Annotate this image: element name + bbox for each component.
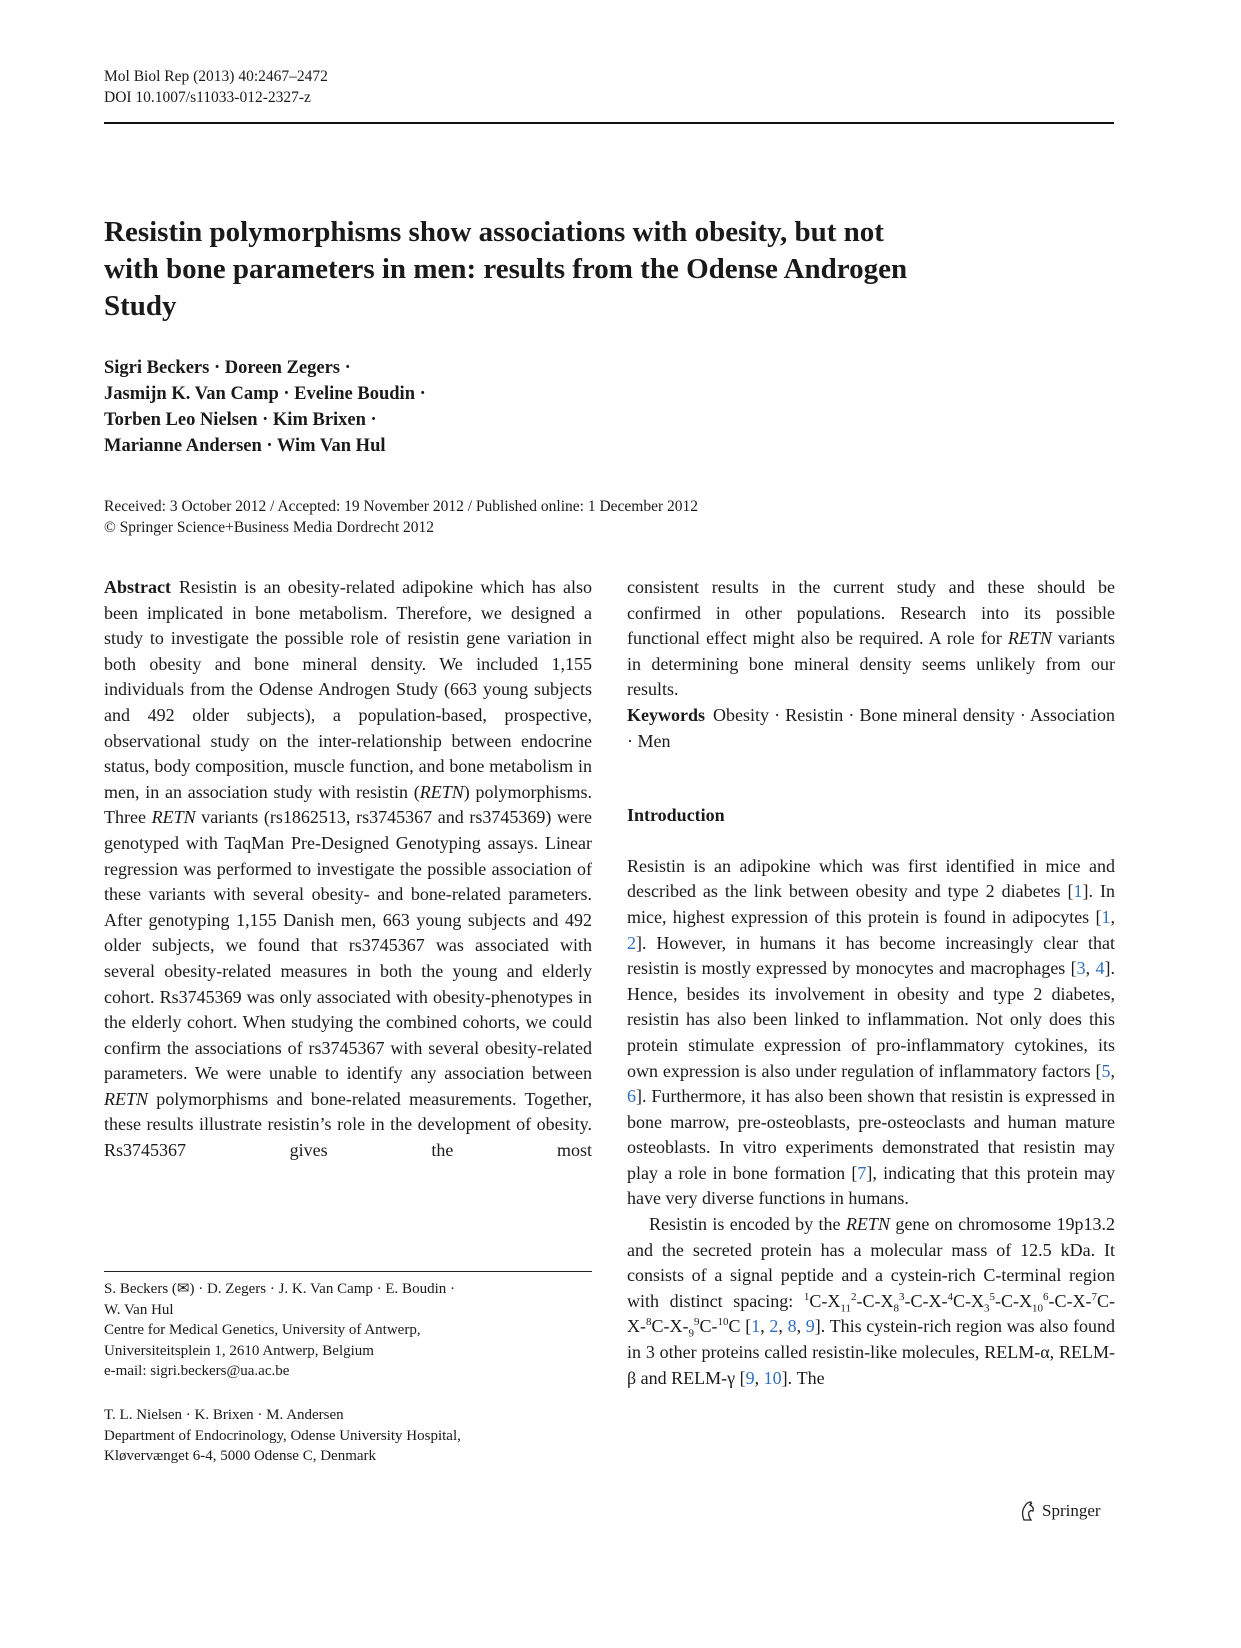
affiliation-footnote-1: S. Beckers (✉) · D. Zegers · J. K. Van Camp · E. Boudin · W. Van Hul Centre for Medical Genetics, University of Antwerp, Universiteitsplein 1, 2610 Antwerp, Belgium e-mail: sigri.beckers@ua.ac.be	[104, 1279, 592, 1382]
citation-link[interactable]: 6	[627, 1086, 636, 1107]
author-list	[104, 355, 426, 459]
cysteine-spacing-formula: $^1C-X_{11}^2-C-X_8^3-C-X-^4C-X_3^5-C-X_{10}^6-C-X-^7C-X-^8C-X-_9^9C-^{10}C$	[627, 1290, 1115, 1341]
abstract-label: Abstract	[104, 577, 171, 597]
citation-link[interactable]: 10	[763, 1367, 782, 1388]
citation-link[interactable]: 1	[751, 1316, 761, 1337]
gene-name: RETN	[151, 807, 196, 828]
citation-link[interactable]: 1	[1101, 906, 1111, 927]
citation-link[interactable]: 5	[1101, 1060, 1111, 1081]
author-line: Sigri Beckers · Doreen Zegers ·	[104, 358, 351, 378]
article-history	[104, 496, 698, 538]
footnote-rule	[104, 1271, 592, 1272]
abstract: Abstract Resistin is an obesity-related adipokine which has also been implicated in bone metabolism. Therefore, we designed a study to investigate the possible role of resistin gene variation in both obesity and bone mineral density. We included 1,155 individuals from the Odense Androgen Study (663 young subjects and 492 older subjects), a population-based, prospective, observational study on the inter-relationship between endocrine status, body composition, muscle function, and bone metabolism in men, in an association study with resistin (RETN) polymorphisms. Three RETN variants (rs1862513, rs3745367 and rs3745369) were genotyped with TaqMan Pre-Designed Genotyping assays. Linear regression was performed to investigate the possible association of these variants with several obesity- and bone-related parameters. After genotyping 1,155 Danish men, 663 young subjects and 492 older subjects, we found that rs3745367 was associated with several obesity-related measures in both the young and elderly cohort. Rs3745369 was only associated with obesity-phenotypes in the elderly cohort. When studying the combined cohorts, we could confirm the associations of rs3745367 with several obesity-related parameters. We were unable to identify any association between RETN polymorphisms and bone-related measurements. Together, these results illustrate resistin’s role in the development of obesity. Rs3745367 gives the most	[104, 577, 592, 1161]
journal-header	[104, 66, 328, 108]
citation-link[interactable]: 3	[1076, 958, 1086, 979]
author-line: Jasmijn K. Van Camp · Eveline Boudin ·	[104, 384, 426, 404]
citation-link[interactable]: 1	[1073, 881, 1083, 902]
publisher-name: Springer	[1042, 1501, 1101, 1520]
citation-link[interactable]: 9	[805, 1316, 815, 1337]
gene-name: RETN	[1007, 628, 1052, 649]
citation-link[interactable]: 8	[787, 1316, 797, 1337]
intro-paragraph-1: Resistin is an adipokine which was first identified in mice and described as the link between obesity and type 2 diabetes [1]. In mice, highest expression of this protein is found in adipocytes [1, 2]. However, in humans it has become increasingly clear that resistin is mostly expressed by monocytes and macrophages [3, 4]. Hence, besides its involvement in obesity and type 2 diabetes, resistin has also been linked to inflammation. Not only does this protein stimulate expression of pro-inflammatory cytokines, its own expression is also under regulation of inflammatory factors [5, 6]. Furthermore, it has also been shown that resistin is expressed in bone marrow, pre-osteoblasts, pre-osteoclasts and human mature osteoblasts. In vitro experiments demonstrated that resistin may play a role in bone formation [7], indicating that this protein may have very diverse functions in humans.	[627, 855, 1115, 1209]
abstract-continued: consistent results in the current study and these should be confirmed in other populations. Research into its possible functional effect might also be required. A role for RETN variants in determining bone mineral density seems unlikely from our results.	[627, 577, 1115, 700]
dates-line: Received: 3 October 2012 / Accepted: 19 November 2012 / Published online: 1 December 2012	[104, 498, 699, 515]
gene-name: RETN	[104, 1088, 149, 1109]
section-heading-introduction: Introduction	[627, 805, 725, 826]
journal-citation: Mol Biol Rep (2013) 40:2467–2472	[104, 68, 328, 85]
springer-horse-icon	[1018, 1500, 1038, 1522]
keywords-label: Keywords	[627, 704, 705, 725]
gene-name: RETN	[419, 781, 464, 802]
header-rule	[104, 122, 1114, 124]
right-column	[627, 575, 1115, 1391]
citation-link[interactable]: 7	[857, 1162, 867, 1183]
citation-link[interactable]: 2	[627, 932, 636, 953]
copyright-line: © Springer Science+Business Media Dordrecht 2012	[104, 519, 435, 536]
doi: DOI 10.1007/s11033-012-2327-z	[104, 89, 311, 106]
left-column	[104, 575, 592, 1164]
affiliation-footnote-2: T. L. Nielsen · K. Brixen · M. Andersen Department of Endocrinology, Odense University Hospital, Kløvervænget 6-4, 5000 Odense C, Denmark	[104, 1407, 461, 1464]
author-line: Torben Leo Nielsen · Kim Brixen ·	[104, 410, 377, 430]
author-line: Marianne Andersen · Wim Van Hul	[104, 436, 386, 456]
gene-name: RETN	[845, 1214, 890, 1235]
article-title: Resistin polymorphisms show associations with obesity, but not with bone parameters in men: results from the Odense Androgen Study	[104, 216, 908, 322]
keywords	[627, 703, 1115, 754]
intro-paragraph-2: Resistin is encoded by the RETN gene on chromosome 19p13.2 and the secreted protein has a molecular mass of 12.5 kDa. It consists of a signal peptide and a cystein-rich C-terminal region with distinct spacing: $^1C-X_{11}^2-C-X_8^3-C-X-^4C-X_3^5-C-X_{10}^6-C-X-^7C-X-^8C-X-_9^9C-^{10}C$ [1, 2, 8, 9]. This cystein-rich region was also found in 3 other proteins called resistin-like molecules, RELM-α, RELM-β and RELM-γ [9, 10]. The	[627, 1214, 1115, 1388]
citation-link[interactable]: 2	[769, 1316, 779, 1337]
citation-link[interactable]: 4	[1095, 958, 1105, 979]
keywords-text: Obesity · Resistin · Bone mineral density · Association · Men	[627, 704, 1115, 751]
citation-link[interactable]: 9	[745, 1367, 755, 1388]
publisher-logo	[1018, 1500, 1101, 1522]
email-link[interactable]: e-mail: sigri.beckers@ua.ac.be	[104, 1363, 290, 1379]
